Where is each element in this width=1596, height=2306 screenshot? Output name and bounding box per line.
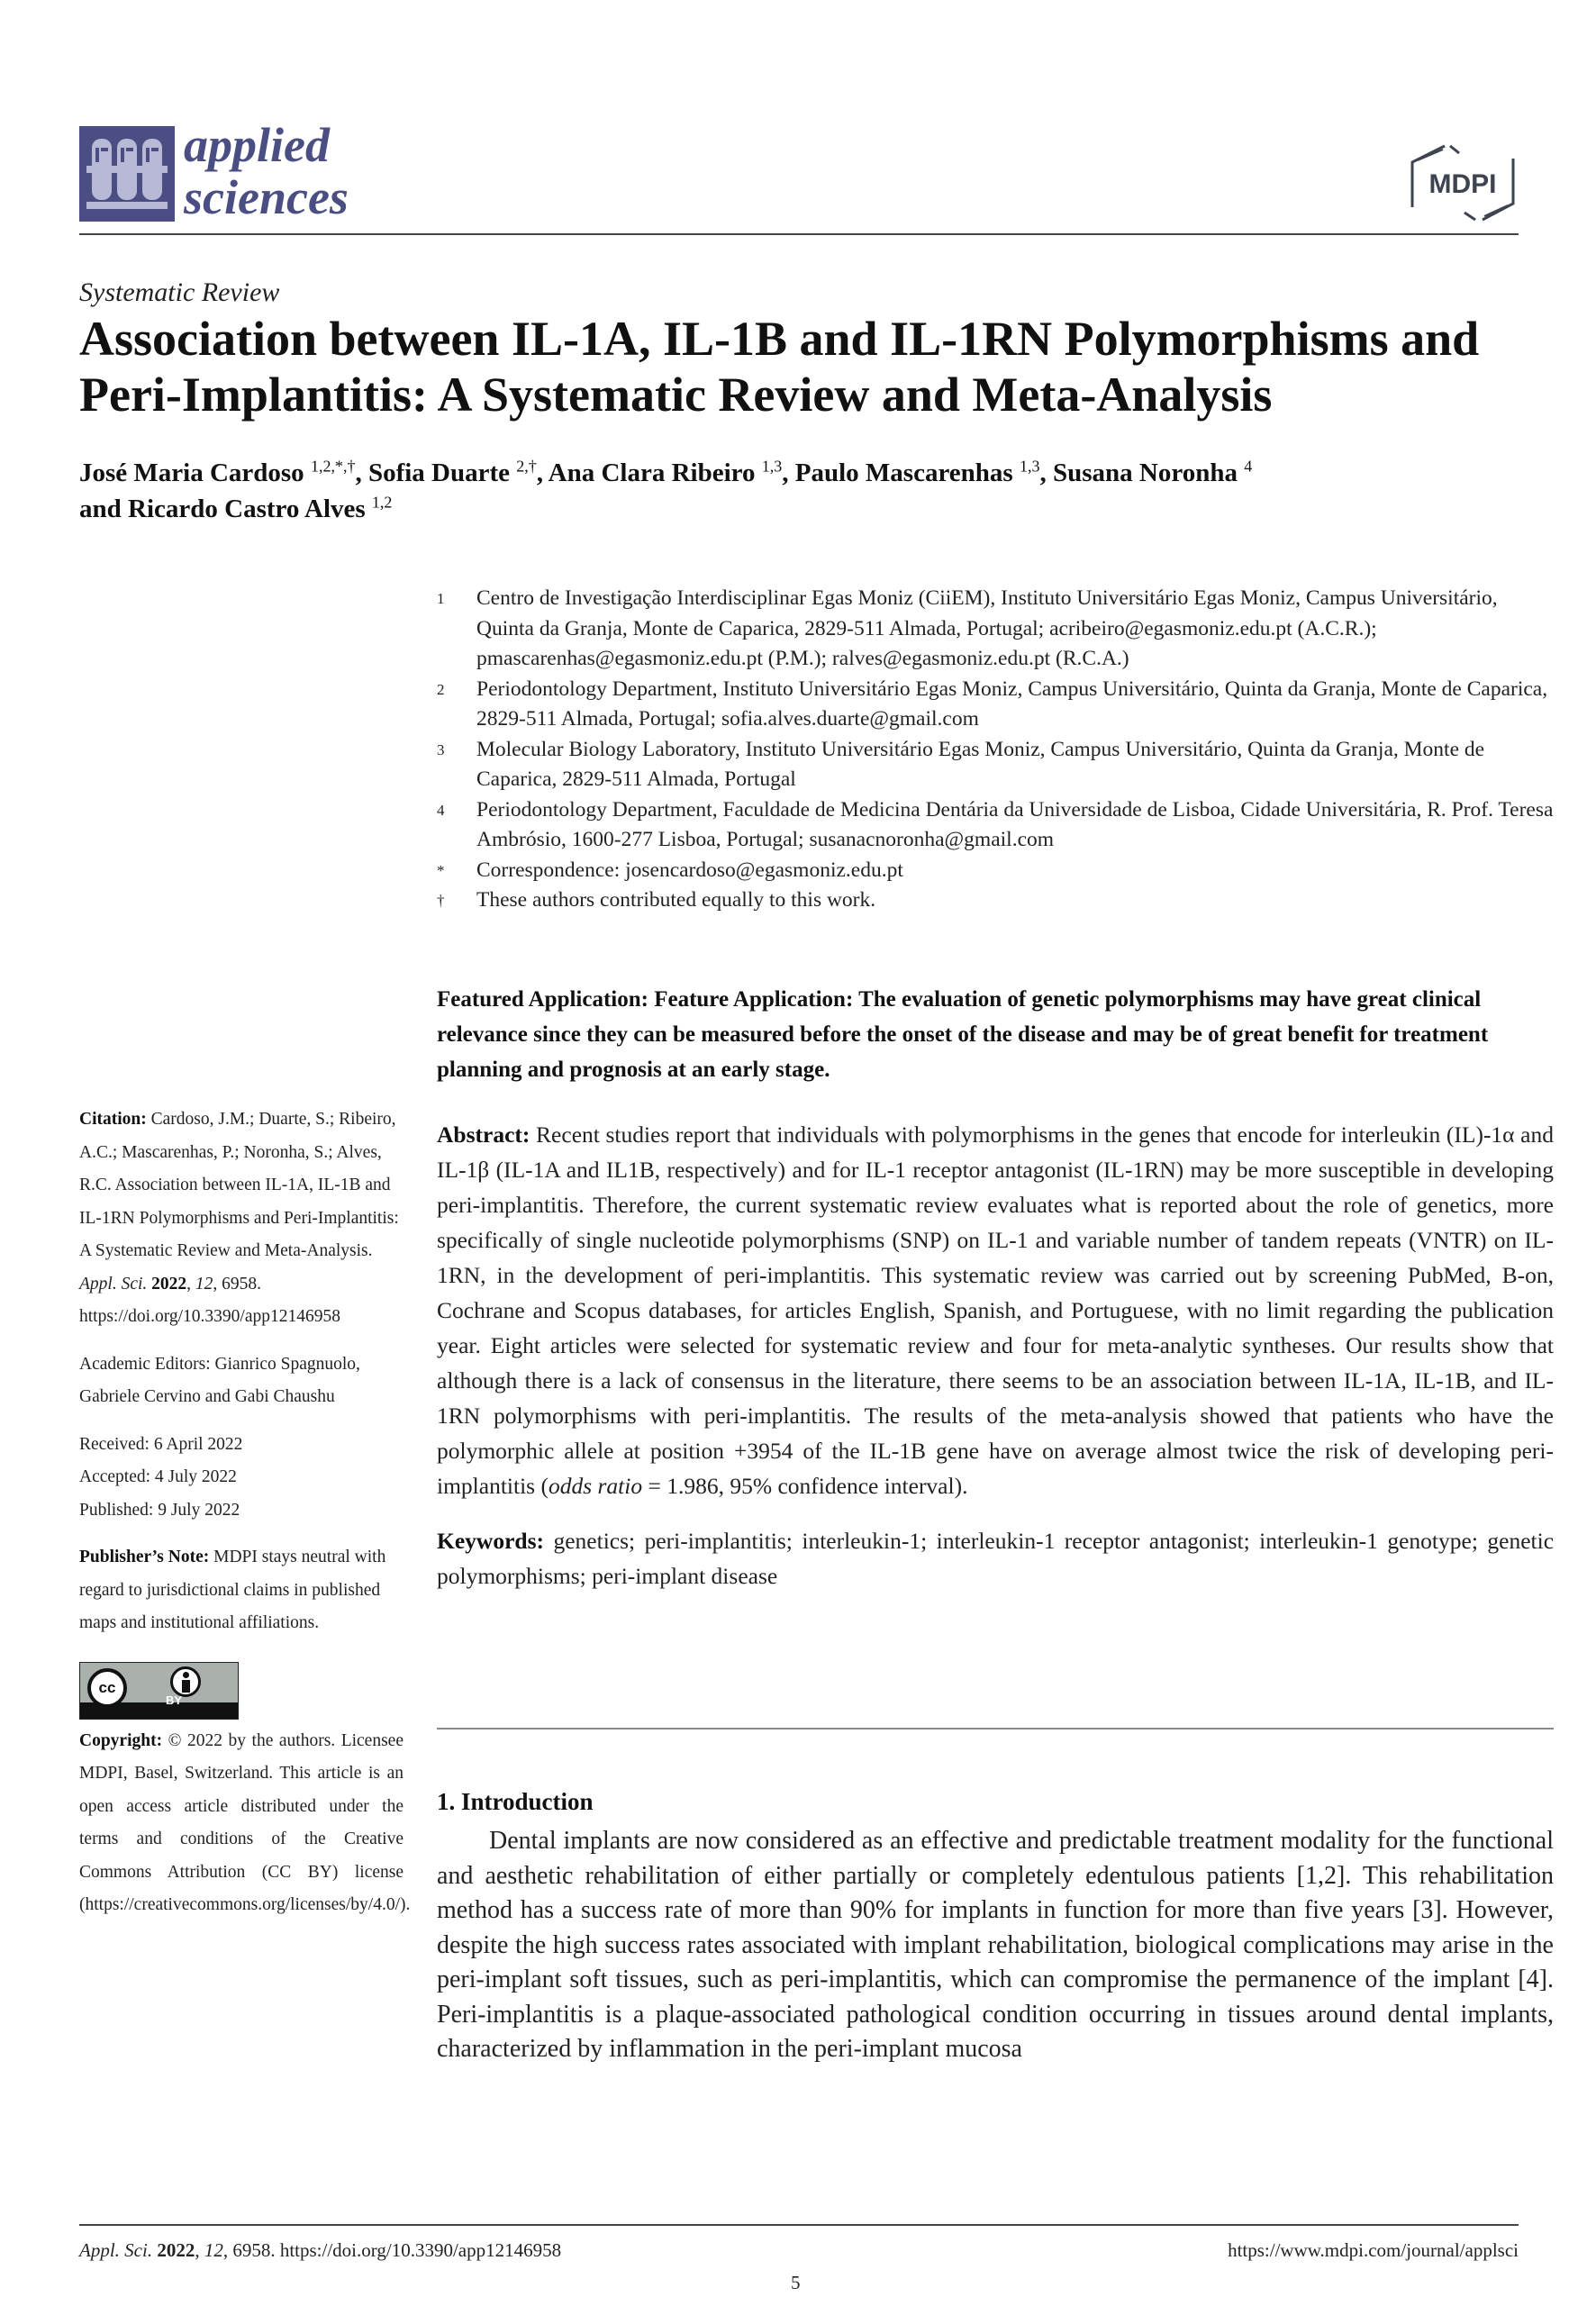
copyright: Copyright: © 2022 by the authors. Licensee MDPI, Basel, Switzerland. This article is an open access article distributed under the terms and conditions of the Creative Commons Attribution (CC BY) license (https://creativecommons.org/licenses/by/4.0/). — [79, 1730, 411, 1914]
mdpi-logo-icon — [1405, 142, 1522, 223]
featured-application: Featured Application: Feature Application: The evaluation of genetic polymorphisms may have great clinical relevance since they can be measured before the onset of the disease and may be of great benefit for treatment planning and prognosis at an early stage. — [437, 987, 1489, 1082]
citation: Citation: Cardoso, J.M.; Duarte, S.; Ribeiro, A.C.; Mascarenhas, P.; Noronha, S.; Alves, R.C. Association between IL-1A, IL-1B and IL-1RN Polymorphisms and Peri-Implantitis: A Systematic Review and Meta-Analysis. Appl. Sci. 2022, 12, 6958. https://doi.org/10.3390/app12146958 — [79, 1110, 399, 1326]
author: José Maria Cardoso $^{1,2,*,\dagger}$, — [79, 457, 368, 487]
journal-name — [184, 119, 349, 223]
author-list — [79, 455, 1556, 527]
cc-by-license-badge[interactable] — [79, 1662, 239, 1720]
accepted-date: Accepted: 4 July 2022 — [79, 1467, 237, 1486]
journal-url-link[interactable]: https://www.mdpi.com/journal/applsci — [1228, 2239, 1519, 2261]
footer-citation: Appl. Sci. 2022, 12, 6958. https://doi.org/10.3390/app12146958 — [79, 2239, 562, 2261]
cc-icon: cc — [87, 1668, 127, 1708]
article-title: Association between IL-1A, IL-1B and IL-1RN Polymorphisms and Peri-Implantitis: A Systematic Review and Meta-Analysis — [79, 312, 1480, 422]
by-label: BY — [166, 1693, 183, 1707]
publisher-note: Publisher’s Note: MDPI stays neutral with regard to jurisdictional claims in published maps and institutional affiliations. — [79, 1548, 386, 1632]
keywords: Keywords: genetics; peri-implantitis; interleukin-1; interleukin-1 receptor antagonist; interleukin-1 genotype; genetic polymorphisms; peri-implant disease — [437, 1528, 1555, 1589]
academic-editors: Academic Editors: Gianrico Spagnuolo, Gabriele Cervino and Gabi Chaushu — [79, 1354, 360, 1406]
correspondence: * Correspondence: josencardoso@egasmoniz.edu.pt — [437, 858, 903, 882]
sidebar — [79, 1103, 411, 1922]
doi-link[interactable]: , 6958. https://doi.org/10.3390/app12146958 — [222, 2239, 562, 2261]
affiliation-item: 2 Periodontology Department, Instituto Universitário Egas Moniz, Campus Universitário, Quinta da Granja, Monte de Caparica, 2829-511 Almada, Portugal; sofia.alves.duarte@gmail.com — [437, 676, 1548, 731]
author: Ana Clara Ribeiro $^{1,3}$, — [548, 457, 795, 487]
footer-divider — [79, 2224, 1519, 2226]
published-date: Published: 9 July 2022 — [79, 1500, 240, 1520]
author: Susana Noronha $^4$ — [1052, 457, 1253, 487]
abstract-block — [437, 1117, 1554, 1593]
affiliation-item: 4 Periodontology Department, Faculdade de Medicina Dentária da Universidade de Lisboa, Cidade Universitária, R. Prof. Teresa Ambrósio, 1600-277 Lisboa, Portugal; susanacnoronha@gmail.com — [437, 797, 1554, 851]
affiliation-item: 3 Molecular Biology Laboratory, Instituto Universitário Egas Moniz, Campus Universitário, Quinta da Granja, Monte de Caparica, 2829-511 Almada, Portugal — [437, 737, 1485, 791]
abstract: Abstract: Recent studies report that individuals with polymorphisms in the genes that encode for interleukin (IL)-1α and IL-1β (IL-1A and IL1B, respectively) and for IL-1 receptor antagonist (IL-1RN) may be more susceptible in developing peri-implantitis. Therefore, the current systematic review evaluates what is reported about the role of genetics, more specifically of single nucleotide polymorphisms (SNP) on IL-1 and variable number of tandem repeats (VNTR) on IL-1RN, in the development of peri-implantitis. This systematic review was carried out by screening PubMed, B-on, Cochrane and Scopus databases, for articles English, Spanish, and Portuguese, with no limit regarding the publication year. Eight articles were selected for systematic review and four for meta-analytic syntheses. Our results show that although there is a lack of consensus in the literature, there seems to be an association between IL-1A, IL-1B, and IL-1RN polymorphisms with peri-implantitis. The results of the meta-analysis showed that patients who have the polymorphic allele at position +3954 of the IL-1B gene have on average almost twice the risk of developing peri-implantitis (odds ratio = 1.986, 95% confidence interval). — [437, 1121, 1555, 1499]
svg-text:MDPI: MDPI — [1428, 169, 1497, 199]
author: Paulo Mascarenhas $^{1,3}$, — [794, 457, 1053, 487]
author: and Ricardo Castro Alves $^{1,2}$ — [79, 493, 393, 523]
article-type: Systematic Review — [79, 277, 280, 307]
introduction-paragraph: Dental implants are now considered as an effective and predictable treatment modality for the functional and aesthetic rehabilitation of either partially or completely edentulous patients [1,2]. This rehabilitation method has a success rate of more than 90% for implants in function for more than five years [3]. However, despite the high success rates associated with implant rehabilitation, biological complications may arise in the peri-implant soft tissues, such as peri-implantitis, which can compromise the permanence of the implant [4]. Peri-implantitis is a plaque-associated pathological condition occurring in tissues around dental implants, characterized by inflammation in the peri-implant mucosa — [437, 1827, 1554, 2063]
equal-contribution-note: † These authors contributed equally to this work. — [437, 888, 876, 912]
journal-name-line1: applied — [184, 118, 330, 172]
section-heading: 1. Introduction — [437, 1788, 594, 1815]
journal-logo-icon — [79, 126, 175, 222]
author: Sofia Duarte $^{2,\dagger}$, — [367, 457, 549, 487]
abstract-divider — [437, 1728, 1554, 1730]
received-date: Received: 6 April 2022 — [79, 1434, 243, 1454]
page-number: 5 — [791, 2272, 801, 2293]
journal-name-line2: sciences — [184, 170, 349, 224]
affiliation-item: 1 Centro de Investigação Interdisciplinar Egas Moniz (CiiEM), Instituto Universitário Egas Moniz, Campus Universitário, Quinta da Granja, Monte de Caparica, 2829-511 Almada, Portugal; acribeiro@egasmoniz.edu.pt (A.C.R.); pmascarenhas@egasmoniz.edu.pt (P.M.); ralves@egasmoniz.edu.pt (R.C.A.) — [437, 586, 1498, 670]
affiliations — [437, 584, 1554, 916]
header-divider — [79, 233, 1519, 235]
